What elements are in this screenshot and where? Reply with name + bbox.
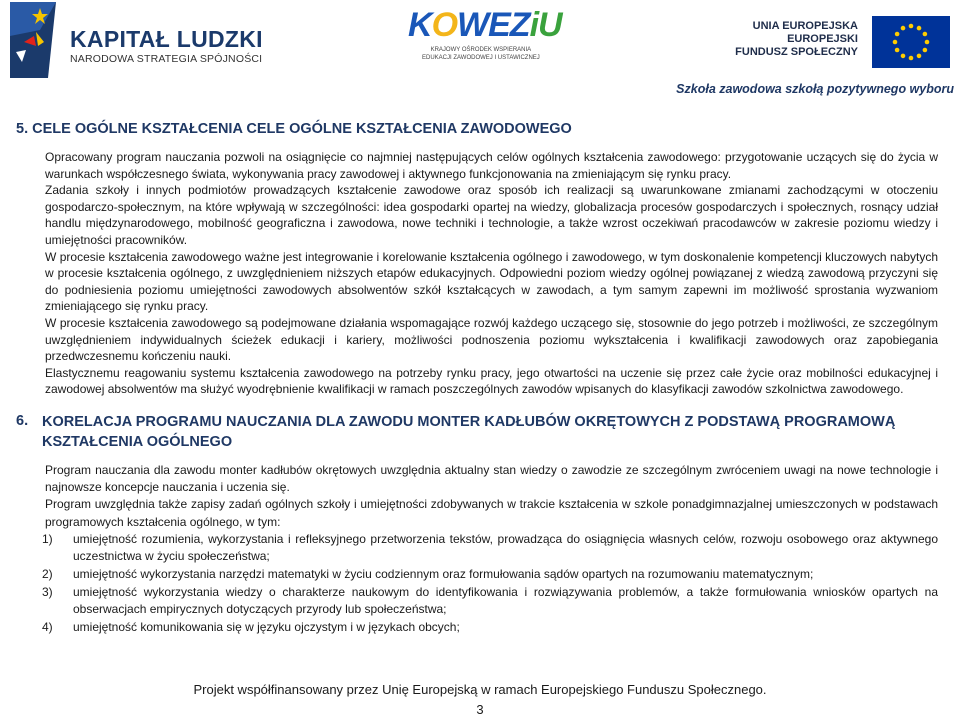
list-item: [16, 619, 938, 636]
page-header: [0, 0, 960, 96]
section-6-paragraph-2: Program uwzględnia także zapisy zadań ogólnych szkoły i umiejętności zdobywanych w trakcie kształcenia w szkole ponadgimnazjalnej umieszczonych w podstawach programowych kształcenia ogólnego, w tym:: [45, 497, 938, 529]
kapital-ludzki-flag-icon: [10, 2, 60, 78]
list-item-marker: 4): [42, 619, 53, 634]
koweziu-subtitle: KRAJOWY OŚRODEK WSPIERANIA EDUKACJI ZAWODOWEJ I USTAWICZNEJ: [422, 47, 540, 61]
section-6-number: 6.: [16, 412, 29, 429]
section-6-title: KORELACJA PROGRAMU NAUCZANIA DLA ZAWODU MONTER KADŁUBÓW OKRĘTOWYCH Z PODSTAWĄ PROGRAMOWĄ KSZTAŁCENIA OGÓLNEGO: [42, 413, 896, 450]
section-6-paragraph-1: Program nauczania dla zawodu monter kadłubów okrętowych uwzględnia aktualny stan wiedzy o zawodzie ze szczególnym zwróceniem uwagi na nowe technologie i najnowsze koncepcje nauczania i uczenia się.: [45, 462, 938, 495]
list-item-text: umiejętność wykorzystania wiedzy o charakterze naukowym do identyfikowania i rozwiązywania problemów, a także formułowania wniosków opartych na obserwacjach empirycznych dotyczących przyrody lub społeczeństwa;: [73, 584, 938, 616]
eu-text: UNIA EUROPEJSKA EUROPEJSKI FUNDUSZ SPOŁECZNY: [735, 20, 858, 58]
list-item: [16, 566, 938, 583]
list-item-text: umiejętność rozumienia, wykorzystania i refleksyjnego przetworzenia tekstów, prowadząca do osiągnięcia własnych celów, rozwoju osobowego oraz aktywnego uczestnictwa w życiu społeczeństwa;: [73, 531, 938, 563]
list-item-marker: 2): [42, 566, 53, 581]
section-5-paragraph-1: Opracowany program nauczania pozwoli na osiągnięcie co najmniej następujących celów ogólnych kształcenia zawodowego: przygotowanie uczących się do życia w warunkach współczesnego świata, wykonywania pracy zawodowej i aktywnego funkcjonowania na zmieniającym się rynku pracy.: [45, 150, 938, 181]
section-5-paragraph-5: Elastycznemu reagowaniu systemu kształcenia zawodowego na potrzeby rynku pracy, jego otwartości na uczenie się przez całe życie oraz mobilności edukacyjnej i zawodowej absolwentów ma służyć wyodrębnienie kwalifikacji w ramach poszczególnych zawodów wpisanych do klasyfikacji zawodów szkolnictwa zawodowego.: [45, 365, 938, 397]
list-item: [16, 584, 938, 618]
section-5-heading: 5. CELE OGÓLNE KSZTAŁCENIA CELE OGÓLNE KSZTAŁCENIA ZAWODOWEGO: [16, 121, 572, 137]
section-6-heading: [16, 412, 938, 452]
section-5-paragraph-2: Zadania szkoły i innych podmiotów prowadzących kształcenie zawodowe oraz sposób ich realizacji są uwarunkowane zmianami zachodzącymi w otoczeniu gospodarczo-społecznym, na które wpływają w szczególności: idea gospodarki opartej na wiedzy, globalizacja procesów gospodarczych i społecznych, rosnący udział handlu międzynarodowego, mobilność geograficzna i zawodowa, nowe techniki i technologie, a także wzrost oczekiwań pracodawców w zakresie poziomu wiedzy i umiejętności pracowników.: [45, 183, 938, 247]
list-item-marker: 1): [42, 531, 53, 546]
tagline: Szkoła zawodowa szkołą pozytywnego wyboru: [676, 82, 954, 96]
list-item-text: umiejętność wykorzystania narzędzi matematyki w życiu codziennym oraz formułowania sądów opartych na rozumowaniu matematycznym;: [73, 566, 814, 581]
koweziu-wordmark: KOWEZiU: [408, 6, 562, 44]
footer-text: Projekt współfinansowany przez Unię Europejską w ramach Europejskiego Funduszu Społecznego.: [193, 682, 767, 697]
list-item-marker: 3): [42, 584, 53, 599]
koweziu-logo: [408, 6, 562, 68]
skills-list: [16, 531, 938, 636]
kapital-ludzki-logo: [10, 2, 263, 78]
eu-flag-icon: [872, 16, 950, 68]
kapital-ludzki-subtitle: NARODOWA STRATEGIA SPÓJNOŚCI: [70, 53, 263, 65]
kapital-ludzki-title: KAPITAŁ LUDZKI: [70, 26, 263, 52]
page-number: 3: [476, 702, 484, 717]
section-5-paragraph-3: W procesie kształcenia zawodowego ważne jest integrowanie i korelowanie kształcenia ogólnego i zawodowego, w tym doskonalenie kompetencji kluczowych nabytych w procesie kształcenia ogólnego, z uwzględnieniem niższych etapów edukacyjnych. Odpowiedni poziom wiedzy ogólnej powiązanej z wiedzą zawodową przyczyni się do podniesienia poziomu umiejętności zawodowych absolwentów szkół kształcących w zawodach, a tym samym zapewni im możliwość sprostania wyzwaniom zmieniającego się rynku pracy.: [45, 249, 938, 314]
page-content: [16, 120, 938, 637]
list-item: [16, 531, 938, 565]
eu-logo: [735, 14, 950, 70]
list-item-text: umiejętność komunikowania się w języku ojczystym i w językach obcych;: [73, 619, 460, 634]
section-5-paragraph-4: W procesie kształcenia zawodowego są podejmowane działania wspomagające rozwój każdego uczącego się, stosownie do jego potrzeb i możliwości, ze szczególnym uwzględnieniem indywidualnych ścieżek edukacji i kariery, możliwości podnoszenia poziomu wykształcenia i kwalifikacji zawodowych oraz zapobiegania przedwczesnemu kończeniu nauki.: [45, 315, 938, 364]
